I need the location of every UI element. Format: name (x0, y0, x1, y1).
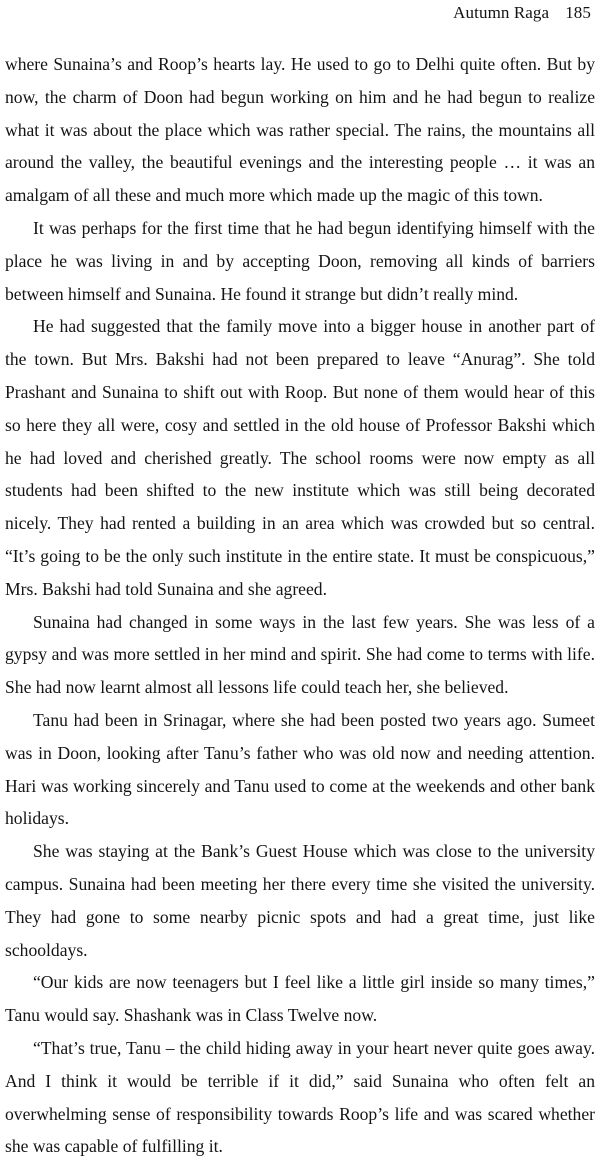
running-title: Autumn Raga (453, 3, 550, 22)
page-number: 185 (565, 3, 591, 22)
paragraph: Tanu had been in Srinagar, where she had been posted two years ago. Sumeet was in Doon, looking after Tanu’s father who was old now and needing attention. Hari was working sincerely and Tanu used to come at the weekends and other bank holidays. (5, 709, 595, 829)
paragraph: It was perhaps for the first time that he had begun identifying himself with the place he was living in and by accepting Doon, removing all kinds of barriers between himself and Sunaina. He found it strange but didn’t really mind. (5, 217, 595, 304)
paragraph: She was staying at the Bank’s Guest House which was close to the university campus. Sunaina had been meeting her there every time she visited the university. They had gone to some nearby picnic spots and had a great time, just like schooldays. (5, 841, 595, 960)
paragraph: Sunaina had changed in some ways in the last few years. She was less of a gypsy and was more settled in her mind and spirit. She had come to terms with life. She had now learnt almost all lessons life could teach her, she believed. (5, 611, 595, 698)
running-header (453, 0, 591, 26)
paragraph: where Sunaina’s and Roop’s hearts lay. He used to go to Delhi quite often. But by now, the charm of Doon had begun working on him and he had begun to realize what it was about the place which was rather special. The rains, the mountains all around the valley, the beautiful evenings and the interesting people … it was an amalgam of all these and much more which made up the magic of this town. (5, 54, 595, 206)
paragraph: “That’s true, Tanu – the child hiding away in your heart never quite goes away. And I think it would be terrible if it did,” said Sunaina who often felt an overwhelming sense of responsibility towards Roop’s life and was scared whether she was capable of fulfilling it. (5, 1037, 595, 1157)
page-body (5, 48, 595, 1163)
paragraph: He had suggested that the family move into a bigger house in another part of the town. But Mrs. Bakshi had not been prepared to leave “Anurag”. She told Prashant and Sunaina to shift out with Roop. But none of them would hear of this so here they all were, cosy and settled in the old house of Professor Bakshi which he had loved and cherished greatly. The school rooms were now empty as all students had been shifted to the new institute which was still being decorated nicely. They had rented a building in an area which was crowded but so central. “It’s going to be the only such institute in the entire state. It must be conspicuous,” Mrs. Bakshi had told Sunaina and she agreed. (5, 316, 595, 599)
paragraph: “Our kids are now teenagers but I feel like a little girl inside so many times,” Tanu would say. Shashank was in Class Twelve now. (5, 972, 595, 1026)
